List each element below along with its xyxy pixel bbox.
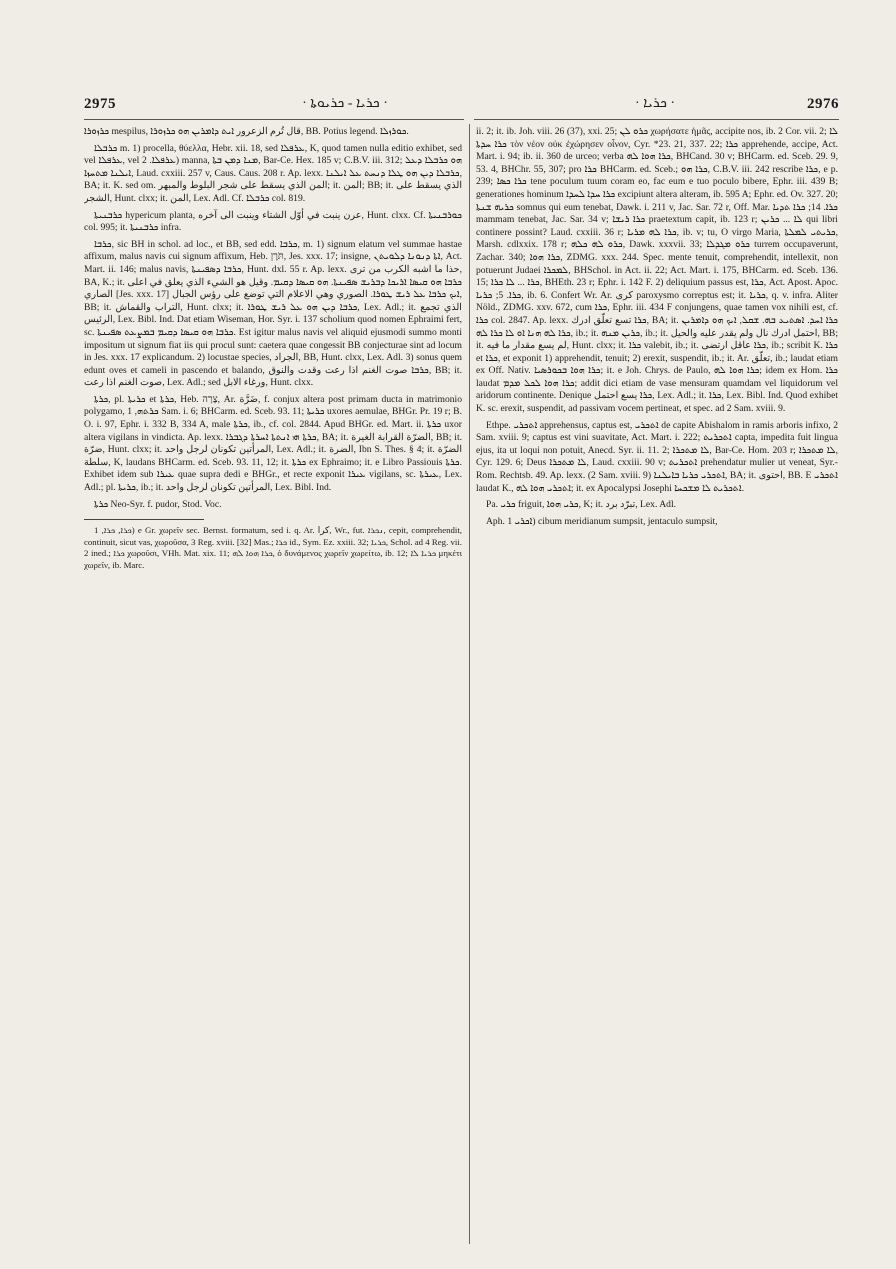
left-page-number: 2975	[84, 96, 116, 112]
entry-cepit: ܟܪܐ, ܟܪܐ, 1) e Gr. χωρεῖν sec. Bernst. formatum, sed i. q. Ar. كرا, Wr., fut. ܢܟܪܐ, cepit, comprehendit, continuit, sicut vas, χωροῦσα, 3 Reg. xviii. [32] Mas.; ܟܪܐ id., Sym. Ez. xxiii. 32; ܟܪܝܐ, Schol. ad 4 Reg. vii. 2 ined.; ܟܪܐ χωροῦσι, VHh. Mat. xix. 11; ܟܪܐ ܗܘܐ ܠܗ, ὁ δυνάμενος χωρεῖν χωρείτω, ib. 12; ܟܪܝܐ ܠܐ μηκέτι χωρεῖν, ib. Marc.	[84, 525, 462, 570]
header-rule-right	[474, 119, 839, 120]
entry-pa: Pa. ܟܪܝ friguit, ܟܪܝ ܗܘܐ, K; it. تبرّد برد, Lex. Adl.	[486, 499, 677, 511]
right-page-number: 2976	[807, 96, 839, 112]
entry-ethpe: Ethpe. ܐܬܟܪܝ apprehensus, captus est, ܐܬܟܪܝ de capite Abishalom in ramis arboris infixo, 2 Sam. xviii. 9; captus est vini suavitate, Act. Mart. i. 222; ܐܬܟܪܝܬ capta, impedita fuit lingua ejus, ita ut loqui non potuit, Anecd. Syr. ii. 11. 2; ܠܐ ܡܬܟܪܐ, Bar-Ce. Hom. 203 r; ܠܐ ܡܬܟܪܐ, Cyr. 129. 6; Deus ܠܐ ܡܬܟܪܐ, Laud. cxxiii. 90 v; ܐܬܟܪܝܬ prehendatur mulier ut veneat, Syr.-Rom. Rechtsb. 49. Ap. lexx. (2 Sam. xviii. 9) ܐܬܟܪܝ ܟܪܝܐ ܒܐܝܠܢܐ, BA; it. احتوى, BB. E ܐܬܟܪܝ laudat K., ܐܬܟܪܝ ܗܘܐ ܠܗ; it. ex Apocalypsi Josephi ܐܬܟܪܝܬ ܠܐ ܡܫܟܚܐ.	[476, 419, 838, 494]
entry-mespilus: ܟܪܙܘܪܐ mespilus, قال تُرم الزعرور ܐܝܬ ܕܐܡܪܝܢ ܗܘ ܟܪܙܘܪܐ, BB. Potius legend. ܟܘܪܙܠܐ.	[84, 126, 409, 137]
left-column	[84, 126, 462, 1256]
entry-aph: Aph. ܐܟܪܝ 1) cibum meridianum sumpsit, jentaculo sumpsit,	[486, 515, 718, 527]
entry-hypericum: ܟܪܒܢܝܬܐ hypericum planta, عرن ينبت في أوّل الشتاء وينبت الى آخره, Hunt. clxx. Cf. ܟܘܪܒܢܝܬܐ col. 995; it. ܟܪܒܢܝܬܐ infra.	[84, 209, 462, 234]
header-rule-left	[84, 119, 464, 120]
left-running-head: · ܟܪܝܐ - ܟܪܝܘܬܐ ·	[302, 96, 388, 111]
column-divider	[469, 124, 470, 1244]
entry-cepit-continued: ii. 2; it. ib. Joh. viii. 26 (37), xxi. 25; ܟܪܘ ܠܢ χωρήσατε ἡμᾶς, accipite nos, ib. 2 Cor. vii. 2; ܠܐ ܟܪܐ ܚܕܬܐ τὸν νέον οὐκ ἐχώρησεν οἶνον, Cyr. *23. 21, 337. 22; ܟܪܐ apprehende, accipe, Act. Mart. i. 94; ib. ii. 360 de urceo; verba ܟܪܐ ܗܘܐ ܠܗ, BHCand. 30 v; BHCarm. ed. Sceb. 29. 9, 53. 4, BHChr. 55, 307; pro ܟܪܐ BHCarm. ed. Sceb.; ܟܪܐ ܗܘ, C.B.V. iii. 242 rescribe ܟܪܐ, e p. 239; ܟܪܐ ܟܣܐ tene poculum tuum coram eo, fac eum e tuo poculo bibere, Ephr. iii. 439 B; generationes hominum ܟܪܐ ܚܕܐ ܠܚܕܐ excipiunt altera alteram, ib. 595 A; Ephr. ed. Ov. 327. 20; ܟܪܝܗ ܫܢܬܐ somnus qui eum tenebat, Dawk. i. 211 v, Jac. Sar. 72 r, Off. Mar. ܟܪܐ. 14; ܟܪܐ ܬܕܝܐ mammam tenebat, Jac. Sar. 34 v; ܟܪܐ ܪܝܫܐ praetextum capit, ib. 123 r; ܠܐ ... ܟܪܝܢ qui libri continere possint? Laud. cxxiii. 36 r; ܟܪܐ ܠܗ ܡܪܝܐ, ib. v; tu, O virgo Maria, ܟܪܝܬܝ ܠܡܠܬܐ, Marsh. cdlxxix. 178 r; ܟܪܘ ܠܗ ܟܠܗ, Dawk. xxxvii. 33; ܟܪܘ ܡܓܕܠܐ turrem occupaverunt, Zachar. 340; ܟܪܐ ܗܘܐ, ZDMG. xxx. 244. Spec. mente tenuit, comprehendit, intellexit, non potuerunt Judaei ܠܡܟܪܐ, BHSchol. in Act. ii. 22; Act. Mart. i. 175, BHCarm. ed. Sceb. 136. 15; ܟܪܐ ... ܠܐ ܟܪܐ, BHEth. 23 r; Ephr. i. 142 F. 2) deliquium passus est, ܟܪܐ, Act. Apost. Apoc. ܟܪܐ. 5; ܟܪܝܐ, ib. 6. Confert Wr. Ar. كرى paroxysmo correptus est; it. ܟܪܝܐ, q. v. infra. Aliter Nöld., ZDMG. xxv. 672, cum ܟܪܐ, Ephr. iii. 434 F conjungens, quae tamen vox nihili est, cf. ܟܪܐ col. 2847. Ap. lexx. ܟܪܐ تسع تعلّق ادرك, BA; it. ܟܪܐ ܐܚܕ. ܐܣܬܝܥ ܒܗ. ܫܩܠ, ܐܝܟ ܗܘ ܕܐܡܪܝܢ ܟܪܐ ܠܗ ܗܢܐ ܐܘ ܠܐ ܟܪܐ ܠܗ, ib.; it. ܟܪܝܢ ܡܢܗ, ib.; it. احتمل ادرك نال ولم يقدر عليه والحيل, BB; it. لم يسع مقدار ما فيه, Hunt. clxx; it. ܟܪܐ valebit, ib.; it. ܟܪܐ عاقل ارتضى, ib.; scribit K. ܟܪܐ et ܟܪܐ, et exponit 1) apprehendit, tenuit; 2) erexit, suspendit, ib.; it. Ar. تعلّق, ib.; laudat etiam ex Off. Nativ. ܟܪܐ ܗܘܐ ܒܟܘܪܣܝܐ; it. e Joh. Chrys. de Paulo, ܟܪܐ ܗܘܐ ܠܗ; idem ex Hom. ܟܪܐ laudat ܟܪܐ ܗܘܐ ܠܟܠ ܡܕܡ; addit dici etiam de vase mensuram quamdam vel liquidorum vel aridorum continente. Denique ܟܪܐ يسع احتمل, Lex. Adl.; it. ܟܪܐ, Lex. Bibl. Ind. Quod exhibet K. sc. erexit, suspendit, ad passivam vocem pertineat, et spec. ad 2 Sam. xviii. 9.	[476, 126, 838, 415]
entry-signum: ܟܪܒܐ, sic BH in schol. ad loc., et BB, sed edd. ܟܪܒܐ, m. 1) signum elatum vel summae hastae affixum, malus navis cui signum affixum, Heb. תֹּרֶן, Jes. xxx. 17; insigne, ܐܬܐ ܕܢܘܢܐ ܕܠܘܝܬܢ, Act. Mart. ii. 146; malus navis, ܟܪܒܐ ܕܣܦܝܢܬܐ, Hunt. dxl. 55 r. Ap. lexx. حذا ما اشبه الكرب من ترى, BA, K.; it. ܟܪܒܐ ܗܘ ܩܝܣܐ ܐܪܝܟܐ ܕܒܪܝܫ ܣܦܝܢܬܐ. ܗܘ ܩܝܣܐ ܕܩܝܡ. وقيل هو الشيء الذي يعلق في اعلى الصاري [Jes. xxx. 17] ܐܝܟ ܟܪܒܐ ܥܠ ܪܝܫ ܛܘܪܐ. الصوري وهي الاعلام التي توضع على رؤس الجبال, BB; it. التراب والقماش, Hunt. clxx; it. ܟܪܒܐ ܕܝܢ ܗܘ ܥܠ ܪܝܫ ܛܘܪܐ, Lex. Adl.; it. الذي تجمع الرئيس, Lex. Bibl. Ind. Dat etiam Wiseman, Hor. Syr. i. 137 scholium quod nomen Ephraimi fert, sc. ܟܪܒܐ ܗܘ ܩܝܣܐ ܕܩܝܡ ܒܡܨܥܬ ܣܦܝܢܬܐ. Est igitur malus navis vel aliquid ejusmodi summo monti impositum ut signum fiat iis qui procul sunt: caetera quae congessit BB conjecturae sint ad locum in Jes. xxx. 17 explicandum. 2) locustae species, الجراد, BB, Hunt. clxx, Lex. Adl. 3) sonus quem edunt oves et cameli in pascendo et balando, ܟܪܒܐ صوت الغنم اذا رعت وقدت والنوق, BB; it. صوت الغنم اذا رعت, Lex. Adl.; sed ورغاء الابل, Hunt. clxx.	[84, 238, 462, 389]
entry-conjux: ܟܪܬܐ, pl. ܟܪܝܬܐ et ܟܪܬܐ, Heb. צָרָה, Ar. ضَرَّة, f. conjux altera post primam ducta in matrimonio polygamo, ܟܪܬܗ, 1 Sam. i. 6; BHCarm. ed. Sceb. 93. 11; ܟܪܝܬܐ uxores aemulae, BHGr. Pr. 19 r; B. O. i. 97, Ephr. i. 332 B, 334 A, male ܟܪܬܐ, ib., cf. col. 2844. Apud BHGr. ed. Mart. ii. ܟܪܬܐ uxor altera vigilans in vindicta. Ap. lexx. ܟܪܬܐ ܗܝ ܐܢܬܬܐ ܐܚܪܬܐ ܕܓܒܪܐ, BA; it. الضرّة القرابة الغيرة, BB; it. ضرّة, Hunt. clxx; it. المرأتين تكونان لرجل واحد, Lex. Adl.; it. الضرة, Ibn S. Thes. § 4; it. الضرّة سلطة, K, laudans BHCarm. ed. Sceb. 93. 11, 12; it. ܟܪܬܐ ex Ephraimo; it. e Libro Passiouis ܟܪܬܐ. Exhibet idem sub ܥܝܪܐ quae supra dedi e BHGr., et recte exponit ܥܝܪܐ vigilans, sc. ܥܝܪܬܐ, Lex. Adl.; pl. ܟܪܝܬܐ, ib.; it. المرأتين تكونان لرجل واحد, Lex. Bibl. Ind.	[84, 393, 462, 494]
footnote-rule	[84, 519, 204, 520]
entry-procella: ܟܪܒܠܐ m. 1) procella, θύελλα, Hebr. xii. 18, sed ܥܪܦܠܐ, K, quod tamen nulla editio exhibet, sed vel ܥܪܦܠܐ, vel ܥܪܦܠܐ. 2) manna, ܡܢܐ ܕܡܢ ܒܬܐ, Bar-Ce. Hex. 185 v; C.B.V. iii. 312; ܗܘ ܟܪܒܠܐ ܕܥܠ ܐܝܠܢܐ ܡܬܚܙܐ, Laud. cxxiii. 257 v, Caus. Caus. 208 r. Ap. lexx. ܟܪܒܠܐ ܕܝܢ ܗܘ ܛܠܐ ܕܢܚܬ ܥܠ ܐܝܠܢܐ, BA; it. K. sed om. المن الذي يسقط على شجر البلوط والمبهر; it. المن; BB; it. الذي يسقط على الشجر, Hunt. clxx; it. المن, Lex. Adl. Cf. ܟܪܒܠܐ col. 819.	[84, 142, 462, 204]
right-running-head: · ܟܪܝܐ ·	[634, 96, 676, 111]
page-header	[0, 0, 896, 120]
entry-pudor: ܟܪܬܐ Neo-Syr. f. pudor, Stod. Voc.	[94, 498, 222, 510]
right-column	[476, 126, 838, 1256]
